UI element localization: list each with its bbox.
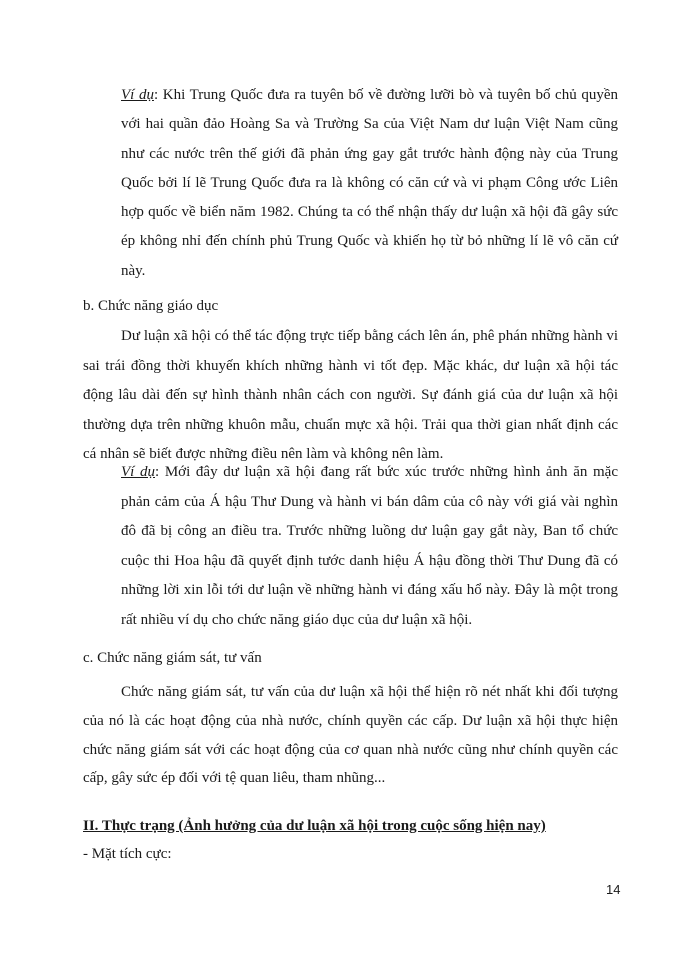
heading-chuc-nang-giao-duc: b. Chức năng giáo dục: [83, 298, 219, 314]
paragraph-giao-duc-text: Dư luận xã hội có thể tác động trực tiếp bằng cách lên án, phê phán những hành vi sai trái đồng thời khuyến khích những hành vi tốt đẹp. Mặc khác, dư luận xã hội tác động lâu dài đến sự hình thành nhân cách con người. Sự đánh giá của dư luận xã hội thường dựa trên những khuôn mẫu, chuẩn mực xã hội. Trải qua thời gian nhất định các cá nhân sẽ biết được những điều nên làm và không nên làm.: [83, 328, 618, 462]
section-heading-thuc-trang: II. Thực trạng (Ảnh hưởng của dư luận xã hội trong cuộc sống hiện nay): [83, 818, 546, 834]
example-text: : Mới đây dư luận xã hội đang rất bức xúc trước những hình ảnh ăn mặc phản cảm của Á hậu Thư Dung và hành vi bán dâm của cô này với giá vài nghìn đô đã bị công an điều tra. Trước những luồng dư luận gay gắt này, Ban tổ chức cuộc thi Hoa hậu đã quyết định tước danh hiệu Á hậu đồng thời Thư Dung đã có những lời xin lỗi tới dư luận về những hành vi đáng xấu hổ này. Đây là một trong rất nhiều ví dụ cho chức năng giáo dục của dư luận xã hội.: [121, 464, 618, 628]
heading-chuc-nang-giam-sat: c. Chức năng giám sát, tư vấn: [83, 650, 262, 666]
page-number: 14: [606, 882, 621, 897]
paragraph-giam-sat-text: Chức năng giám sát, tư vấn của dư luận xã hội thể hiện rõ nét nhất khi đối tượng của nó là các hoạt động của nhà nước, chính quyền các cấp. Dư luận xã hội thực hiện chức năng giám sát với các hoạt động của cơ quan nhà nước cũng như chính quyền các cấp, gây sức ép đối với tệ quan liêu, tham nhũng...: [83, 684, 618, 787]
example-text: : Khi Trung Quốc đưa ra tuyên bố về đường lưỡi bò và tuyên bố chủ quyền với hai quần đảo Hoàng Sa và Trường Sa của Việt Nam dư luận Việt Nam cũng như các nước trên thế giới đã phản ứng gay gắt trước hành động này của Trung Quốc bởi lí lẽ Trung Quốc đưa ra là không có căn cứ và vi phạm Công ước Liên hợp quốc về biển năm 1982. Chúng ta có thể nhận thấy dư luận xã hội đã gây sức ép không nhỉ đến chính phủ Trung Quốc và khiến họ từ bỏ những lí lẽ vô căn cứ này.: [121, 87, 618, 279]
bullet-mat-tich-cuc: - Mặt tích cực:: [83, 846, 172, 862]
example-label: Ví dụ: [121, 87, 154, 103]
paragraph-giam-sat: [83, 678, 618, 793]
example-trung-quoc: [121, 81, 618, 286]
example-label: Ví dụ: [121, 464, 155, 480]
paragraph-giao-duc: [83, 322, 618, 470]
example-thu-dung: [121, 458, 618, 635]
